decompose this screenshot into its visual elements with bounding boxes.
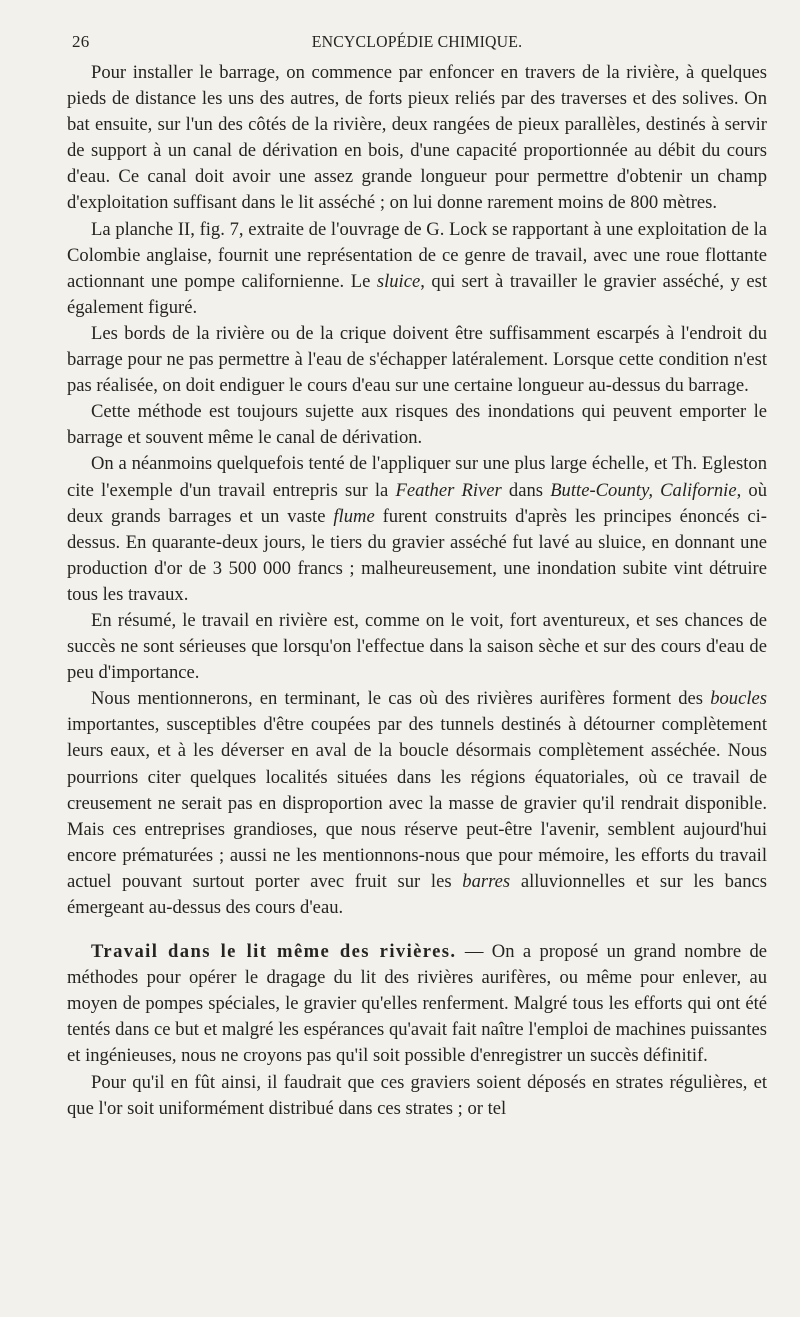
text-run: On a néanmoins quelquefois tenté de l'appliquer sur une plus large échelle, et Th. Egleston cite l'exemple d'un travail entrepris sur la [67,453,767,501]
text-run: furent construits d'après les principes énoncés ci-dessus. En quarante-deux jours, le tiers du gravier asséché fut lavé au sluice, en donnant une production d'or de 3 500 000 francs ; malheureusement, une inondation subite vint détruire tous les travaux. [67,505,767,605]
text-run: Pour installer le barrage, on commence par enfoncer en travers de la rivière, à quelques pieds de distance les uns des autres, de forts pieux reliés par des traverses et des solives. On bat ensuite, sur l'un des côtés de la rivière, deux rangées de pieux parallèles, destinés à servir de support à un canal de dérivation en bois, d'une capacité proportionnée au débit du cours d'eau. Ce canal doit avoir une assez grande longueur pour permettre d'obtenir un champ d'exploitation suffisant dans le lit asséché ; on lui donne rarement moins de 800 mètres. [67,62,767,214]
running-title: ENCYCLOPÉDIE CHIMIQUE. [311,32,523,51]
text-run: dans [501,479,551,501]
paragraph [67,399,767,451]
text-run: , qui sert à travailler le gravier asséché, y est également figuré. [67,270,767,318]
text-run: Nous mentionnerons, en terminant, le cas où des rivières aurifères forment des [91,688,711,710]
paragraph [67,217,767,321]
text-run: alluvionnelles et sur les bancs émergeant au-dessus des cours d'eau. [67,870,767,918]
text-run: — On a proposé un grand nombre de méthodes pour opérer le dragage du lit des rivières aurifères, ou même pour enlever, au moyen de pompes spéciales, le gravier qu'elles renferment. Malgré tous les efforts qui ont été tentés dans ce but et malgré les espérances qu'avait fait naître l'emploi de machines puissantes et ingénieuses, nous ne croyons pas qu'il soit possible d'enregistrer un succès définitif. [67,941,767,1067]
paragraph [67,60,767,217]
italic-term: sluice [376,270,421,292]
paragraph [67,608,767,686]
paragraph [67,939,767,1069]
body-text [67,60,767,1122]
italic-term: boucles [710,688,767,710]
text-run: Cette méthode est toujours sujette aux risques des inondations qui peuvent emporter le barrage et souvent même le canal de dérivation. [67,401,767,449]
text-run: Pour qu'il en fût ainsi, il faudrait que ces graviers soient déposés en strates régulières, et que l'or soit uniformément distribué dans ces strates ; or tel [67,1071,767,1119]
page-number: 26 [72,32,90,51]
italic-term: barres [462,870,511,892]
text-run: importantes, susceptibles d'être coupées par des tunnels destinés à détourner complètement leurs eaux, et à les déverser en aval de la boucle désormais complètement asséchée. Nous pourrions citer quelques localités situées dans les régions équatoriales, où ce travail de creusement ne serait pas en disproportion avec la masse de gravier qu'il rendrait disponible. Mais ces entreprises grandioses, que nous réserve peut-être l'avenir, semblent aujourd'hui encore prématurées ; aussi ne les mentionnons-nous que pour mémoire, les efforts du travail actuel pouvant surtout porter avec fruit sur les [67,714,767,892]
page-header [67,32,767,54]
text-run: , où deux grands barrages et un vaste [67,479,768,527]
section-heading: Travail dans le lit même des rivières. [91,941,457,963]
paragraph [67,686,767,921]
italic-term: Feather River [395,479,502,501]
paragraph [67,1070,767,1122]
text-run: Les bords de la rivière ou de la crique doivent être suffisamment escarpés à l'endroit du barrage pour ne pas permettre à l'eau de s'échapper latéralement. Lorsque cette condition n'est pas réalisée, on doit endiguer le cours d'eau sur une certaine longueur au-dessus du barrage. [67,322,767,397]
paragraph [67,321,767,399]
italic-term: flume [333,505,375,527]
text-run: La planche II, fig. 7, extraite de l'ouvrage de G. Lock se rapportant à une exploitation de la Colombie anglaise, fournit une représentation de ce genre de travail, avec une roue flottante actionnant une pompe californienne. Le [67,218,767,292]
text-run: En résumé, le travail en rivière est, comme on le voit, fort aventureux, et ses chances de succès ne sont sérieuses que lorsqu'on l'effectue dans la saison sèche et sur des cours d'eau de peu d'importance. [67,609,767,684]
paragraph [67,451,767,608]
italic-term: Butte-County, Californie [550,479,737,501]
